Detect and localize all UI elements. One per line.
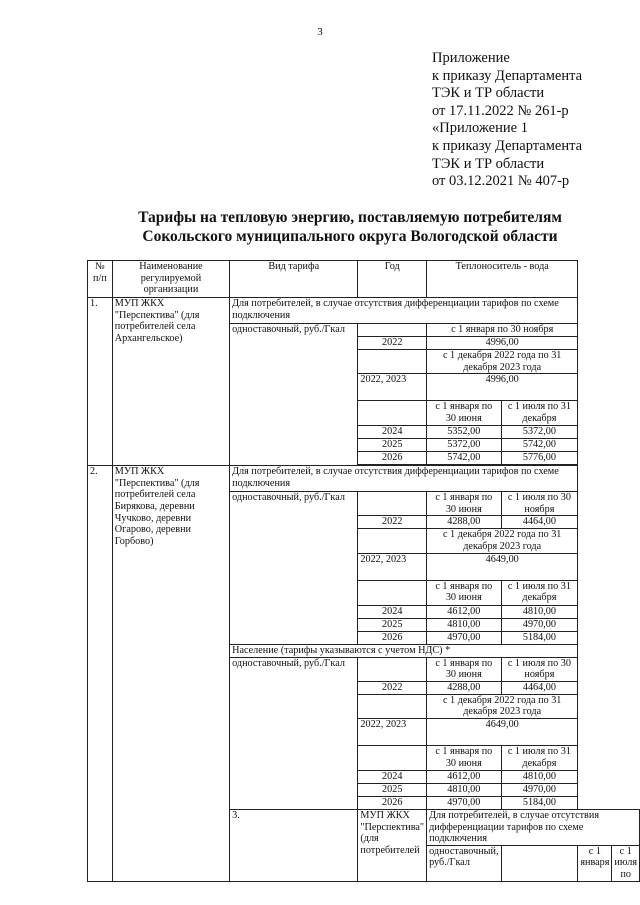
year-cell: 2026 — [358, 452, 427, 465]
year-cell: 2025 — [358, 618, 427, 631]
value-cell: 4464,00 — [501, 516, 578, 529]
value-cell: 4649,00 — [427, 553, 578, 580]
table-row — [88, 298, 640, 324]
year-cell: 2022 — [358, 516, 427, 529]
tariff-kind: одноставочный, руб./Гкал — [230, 657, 358, 809]
tariff-kind: одноставочный, руб./Гкал — [427, 845, 501, 881]
header-year: Год — [358, 261, 427, 298]
header-org: Наименование регулируемой организации — [112, 261, 229, 298]
value-cell: 5184,00 — [501, 631, 578, 644]
period-label: с 1 июля по — [612, 845, 640, 881]
year-cell: 2026 — [358, 631, 427, 644]
year-cell: 2022, 2023 — [358, 718, 427, 745]
period-label: с 1 января — [578, 845, 612, 881]
document-title — [60, 208, 640, 246]
period-label: с 1 июля по 31 декабря — [501, 401, 578, 426]
table-header — [88, 261, 640, 298]
value-cell: 5372,00 — [427, 439, 501, 452]
appendix-line: от 17.11.2022 № 261-р — [432, 102, 569, 119]
value-cell: 4649,00 — [427, 718, 578, 745]
org-num: 1. — [88, 298, 113, 466]
value-cell: 5352,00 — [427, 426, 501, 439]
org-name: МУП ЖКХ "Перспектива" (для потребителей села Бирякова, деревни Чучково, деревни Огарово, деревни Горбово) — [112, 466, 229, 881]
value-cell: 4996,00 — [427, 374, 578, 401]
period-label: с 1 января по 30 ноября — [427, 324, 578, 337]
value-cell: 4810,00 — [501, 770, 578, 783]
header-kind: Вид тарифа — [230, 261, 358, 298]
page-number: 3 — [317, 26, 323, 38]
appendix-line: ТЭК и ТР области — [432, 155, 545, 172]
table-row — [88, 466, 640, 492]
year-cell: 2025 — [358, 783, 427, 796]
tariff-kind: одноставочный, руб./Гкал — [230, 492, 358, 644]
value-cell: 5776,00 — [501, 452, 578, 465]
period-label: с 1 июля по 31 декабря — [501, 745, 578, 770]
appendix-line: от 03.12.2021 № 407-р — [432, 173, 570, 190]
period-label: с 1 января по 30 июня — [427, 745, 501, 770]
value-cell: 5742,00 — [427, 452, 501, 465]
year-cell: 2024 — [358, 605, 427, 618]
title-line: Тарифы на тепловую энергию, поставляемую потребителям — [138, 209, 562, 226]
year-cell: 2024 — [358, 770, 427, 783]
value-cell: 4996,00 — [427, 337, 578, 350]
period-label: с 1 июля по 30 ноября — [501, 492, 578, 516]
tariff-table — [87, 260, 640, 882]
header-num: № п/п — [88, 261, 113, 298]
group-label: Для потребителей, в случае отсутствия дифференциации тарифов по схеме подключения — [230, 466, 578, 492]
org-num: 3. — [230, 809, 358, 881]
tariff-kind: одноставочный, руб./Гкал — [230, 324, 358, 466]
value-cell: 4970,00 — [501, 783, 578, 796]
header-carrier: Теплоноситель - вода — [427, 261, 578, 298]
org-name: МУП ЖКХ "Перспектива" (для потребителей — [358, 809, 427, 881]
value-cell: 4810,00 — [427, 783, 501, 796]
period-label: с 1 января по 30 июня — [427, 657, 501, 681]
org-name: МУП ЖКХ "Перспектива" (для потребителей села Архангельское) — [112, 298, 229, 466]
period-label: с 1 декабря 2022 года по 31 декабря 2023 года — [427, 350, 578, 374]
period-label: с 1 декабря 2022 года по 31 декабря 2023 года — [427, 529, 578, 553]
period-label: с 1 июля по 31 декабря — [501, 580, 578, 605]
value-cell: 4810,00 — [427, 618, 501, 631]
appendix-line: «Приложение 1 — [432, 120, 528, 137]
value-cell: 4288,00 — [427, 516, 501, 529]
appendix-block — [432, 50, 632, 191]
period-label: с 1 января по 30 июня — [427, 580, 501, 605]
value-cell: 4288,00 — [427, 681, 501, 694]
year-cell: 2022, 2023 — [358, 374, 427, 401]
year-cell: 2024 — [358, 426, 427, 439]
period-label: с 1 января по 30 июня — [427, 401, 501, 426]
value-cell: 5372,00 — [501, 426, 578, 439]
year-cell: 2026 — [358, 796, 427, 809]
group-label: Для потребителей, в случае отсутствия дифференциации тарифов по схеме подключения — [427, 809, 640, 845]
group-label: Для потребителей, в случае отсутствия дифференциации тарифов по схеме подключения — [230, 298, 578, 324]
appendix-line: к приказу Департамента — [432, 137, 583, 154]
value-cell: 4612,00 — [427, 770, 501, 783]
value-cell: 4970,00 — [501, 618, 578, 631]
year-cell: 2022 — [358, 337, 427, 350]
period-label: с 1 декабря 2022 года по 31 декабря 2023 года — [427, 694, 578, 718]
appendix-line: Приложение — [432, 50, 510, 66]
year-cell: 2022 — [358, 681, 427, 694]
value-cell: 4464,00 — [501, 681, 578, 694]
value-cell: 4810,00 — [501, 605, 578, 618]
group-label: Население (тарифы указываются с учетом НДС) * — [230, 644, 578, 657]
period-label: с 1 июля по 30 ноября — [501, 657, 578, 681]
period-label: с 1 января по 30 июня — [427, 492, 501, 516]
year-cell: 2025 — [358, 439, 427, 452]
value-cell: 4970,00 — [427, 631, 501, 644]
value-cell: 5742,00 — [501, 439, 578, 452]
year-cell: 2022, 2023 — [358, 553, 427, 580]
title-line: Сокольского муниципального округа Вологодской области — [142, 228, 558, 245]
value-cell: 4612,00 — [427, 605, 501, 618]
appendix-line: ТЭК и ТР области — [432, 85, 545, 102]
value-cell: 5184,00 — [501, 796, 578, 809]
value-cell: 4970,00 — [427, 796, 501, 809]
appendix-line: к приказу Департамента — [432, 67, 583, 84]
org-num: 2. — [88, 466, 113, 881]
